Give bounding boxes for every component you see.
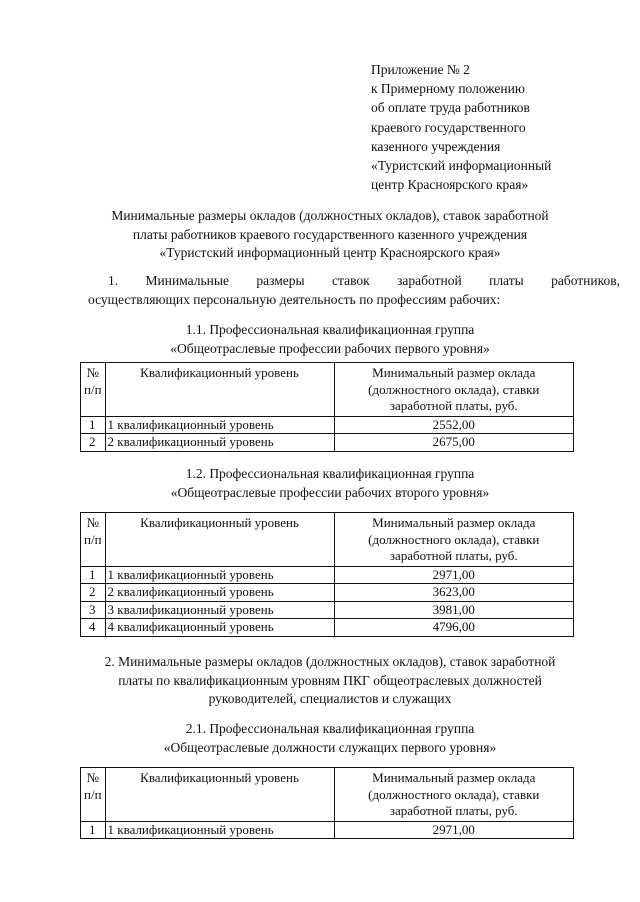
header-num: № п/п — [81, 363, 106, 417]
section1-line: осуществляющих персональную деятельность по профессиям рабочих: — [88, 291, 501, 307]
section2-heading — [40, 653, 620, 709]
header-salary: Минимальный размер оклада (должностного оклада), ставки заработной платы, руб. — [334, 768, 573, 822]
appendix-line: к Примерному положению — [371, 81, 525, 97]
appendix-line: Приложение № 2 — [371, 62, 470, 77]
group-line: «Общеотраслевые должности служащих первого уровня» — [163, 739, 497, 755]
row-salary: 3981,00 — [334, 601, 573, 619]
section2-line: 2. Минимальные размеры окладов (должностных окладов), ставок заработной — [104, 654, 556, 669]
row-num: 3 — [81, 601, 106, 619]
group11-heading — [40, 321, 620, 358]
row-salary: 4796,00 — [334, 619, 573, 637]
row-level: 4 квалификационный уровень — [105, 619, 334, 637]
salary-table-1-2 — [80, 512, 574, 637]
title-line: Минимальные размеры окладов (должностных окладов), ставок заработной — [111, 208, 549, 223]
row-num: 1 — [81, 821, 106, 839]
table-header-row — [81, 768, 574, 822]
appendix-line: центр Красноярского края» — [371, 177, 529, 193]
row-level: 3 квалификационный уровень — [105, 601, 334, 619]
row-num: 1 — [81, 566, 106, 584]
section1-line: 1. Минимальные размеры ставок заработной платы работников, — [108, 273, 620, 288]
header-num: № п/п — [81, 513, 106, 567]
header-salary: Минимальный размер оклада (должностного оклада), ставки заработной платы, руб. — [334, 513, 573, 567]
row-salary: 2971,00 — [334, 821, 573, 839]
section1-heading — [88, 272, 620, 309]
appendix-block — [371, 60, 621, 194]
row-level: 1 квалификационный уровень — [105, 416, 334, 434]
row-level: 1 квалификационный уровень — [105, 566, 334, 584]
appendix-line: об оплате труда работников — [371, 100, 530, 116]
header-salary: Минимальный размер оклада (должностного оклада), ставки заработной платы, руб. — [334, 363, 573, 417]
salary-table-2-1 — [80, 767, 574, 839]
salary-table-1-1 — [80, 362, 574, 452]
header-num: № п/п — [81, 768, 106, 822]
table-header-row — [81, 363, 574, 417]
group-line: 2.1. Профессиональная квалификационная группа — [185, 721, 475, 736]
row-level: 2 квалификационный уровень — [105, 434, 334, 452]
row-salary: 2971,00 — [334, 566, 573, 584]
row-num: 2 — [81, 434, 106, 452]
header-level: Квалификационный уровень — [105, 768, 334, 822]
row-num: 1 — [81, 416, 106, 434]
row-salary: 2675,00 — [334, 434, 573, 452]
appendix-line: «Туристский информационный — [371, 158, 552, 174]
group-line: «Общеотраслевые профессии рабочих первого уровня» — [170, 340, 490, 356]
header-level: Квалификационный уровень — [105, 513, 334, 567]
group-line: 1.1. Профессиональная квалификационная группа — [185, 322, 475, 337]
document-title — [40, 207, 620, 263]
row-salary: 2552,00 — [334, 416, 573, 434]
row-num: 2 — [81, 584, 106, 602]
appendix-line: казенного учреждения — [371, 138, 501, 154]
table-row — [81, 434, 574, 452]
appendix-line: краевого государственного — [371, 119, 526, 135]
row-level: 1 квалификационный уровень — [105, 821, 334, 839]
group21-heading — [40, 720, 620, 757]
section2-line: руководителей, специалистов и служащих — [208, 691, 452, 707]
table-header-row — [81, 513, 574, 567]
table-row — [81, 416, 574, 434]
title-line: «Туристский информационный центр Красноярского края» — [159, 245, 501, 261]
row-salary: 3623,00 — [334, 584, 573, 602]
title-line: платы работников краевого государственного казенного учреждения — [132, 226, 528, 242]
header-level: Квалификационный уровень — [105, 363, 334, 417]
table-row — [81, 619, 574, 637]
table-row — [81, 821, 574, 839]
row-num: 4 — [81, 619, 106, 637]
group-line: «Общеотраслевые профессии рабочих второго уровня» — [170, 484, 490, 500]
row-level: 2 квалификационный уровень — [105, 584, 334, 602]
table-row — [81, 566, 574, 584]
table-row — [81, 584, 574, 602]
group-line: 1.2. Профессиональная квалификационная группа — [185, 466, 475, 481]
section2-line: платы по квалификационным уровням ПКГ общеотраслевых должностей — [118, 672, 542, 688]
group12-heading — [40, 465, 620, 502]
table-row — [81, 601, 574, 619]
